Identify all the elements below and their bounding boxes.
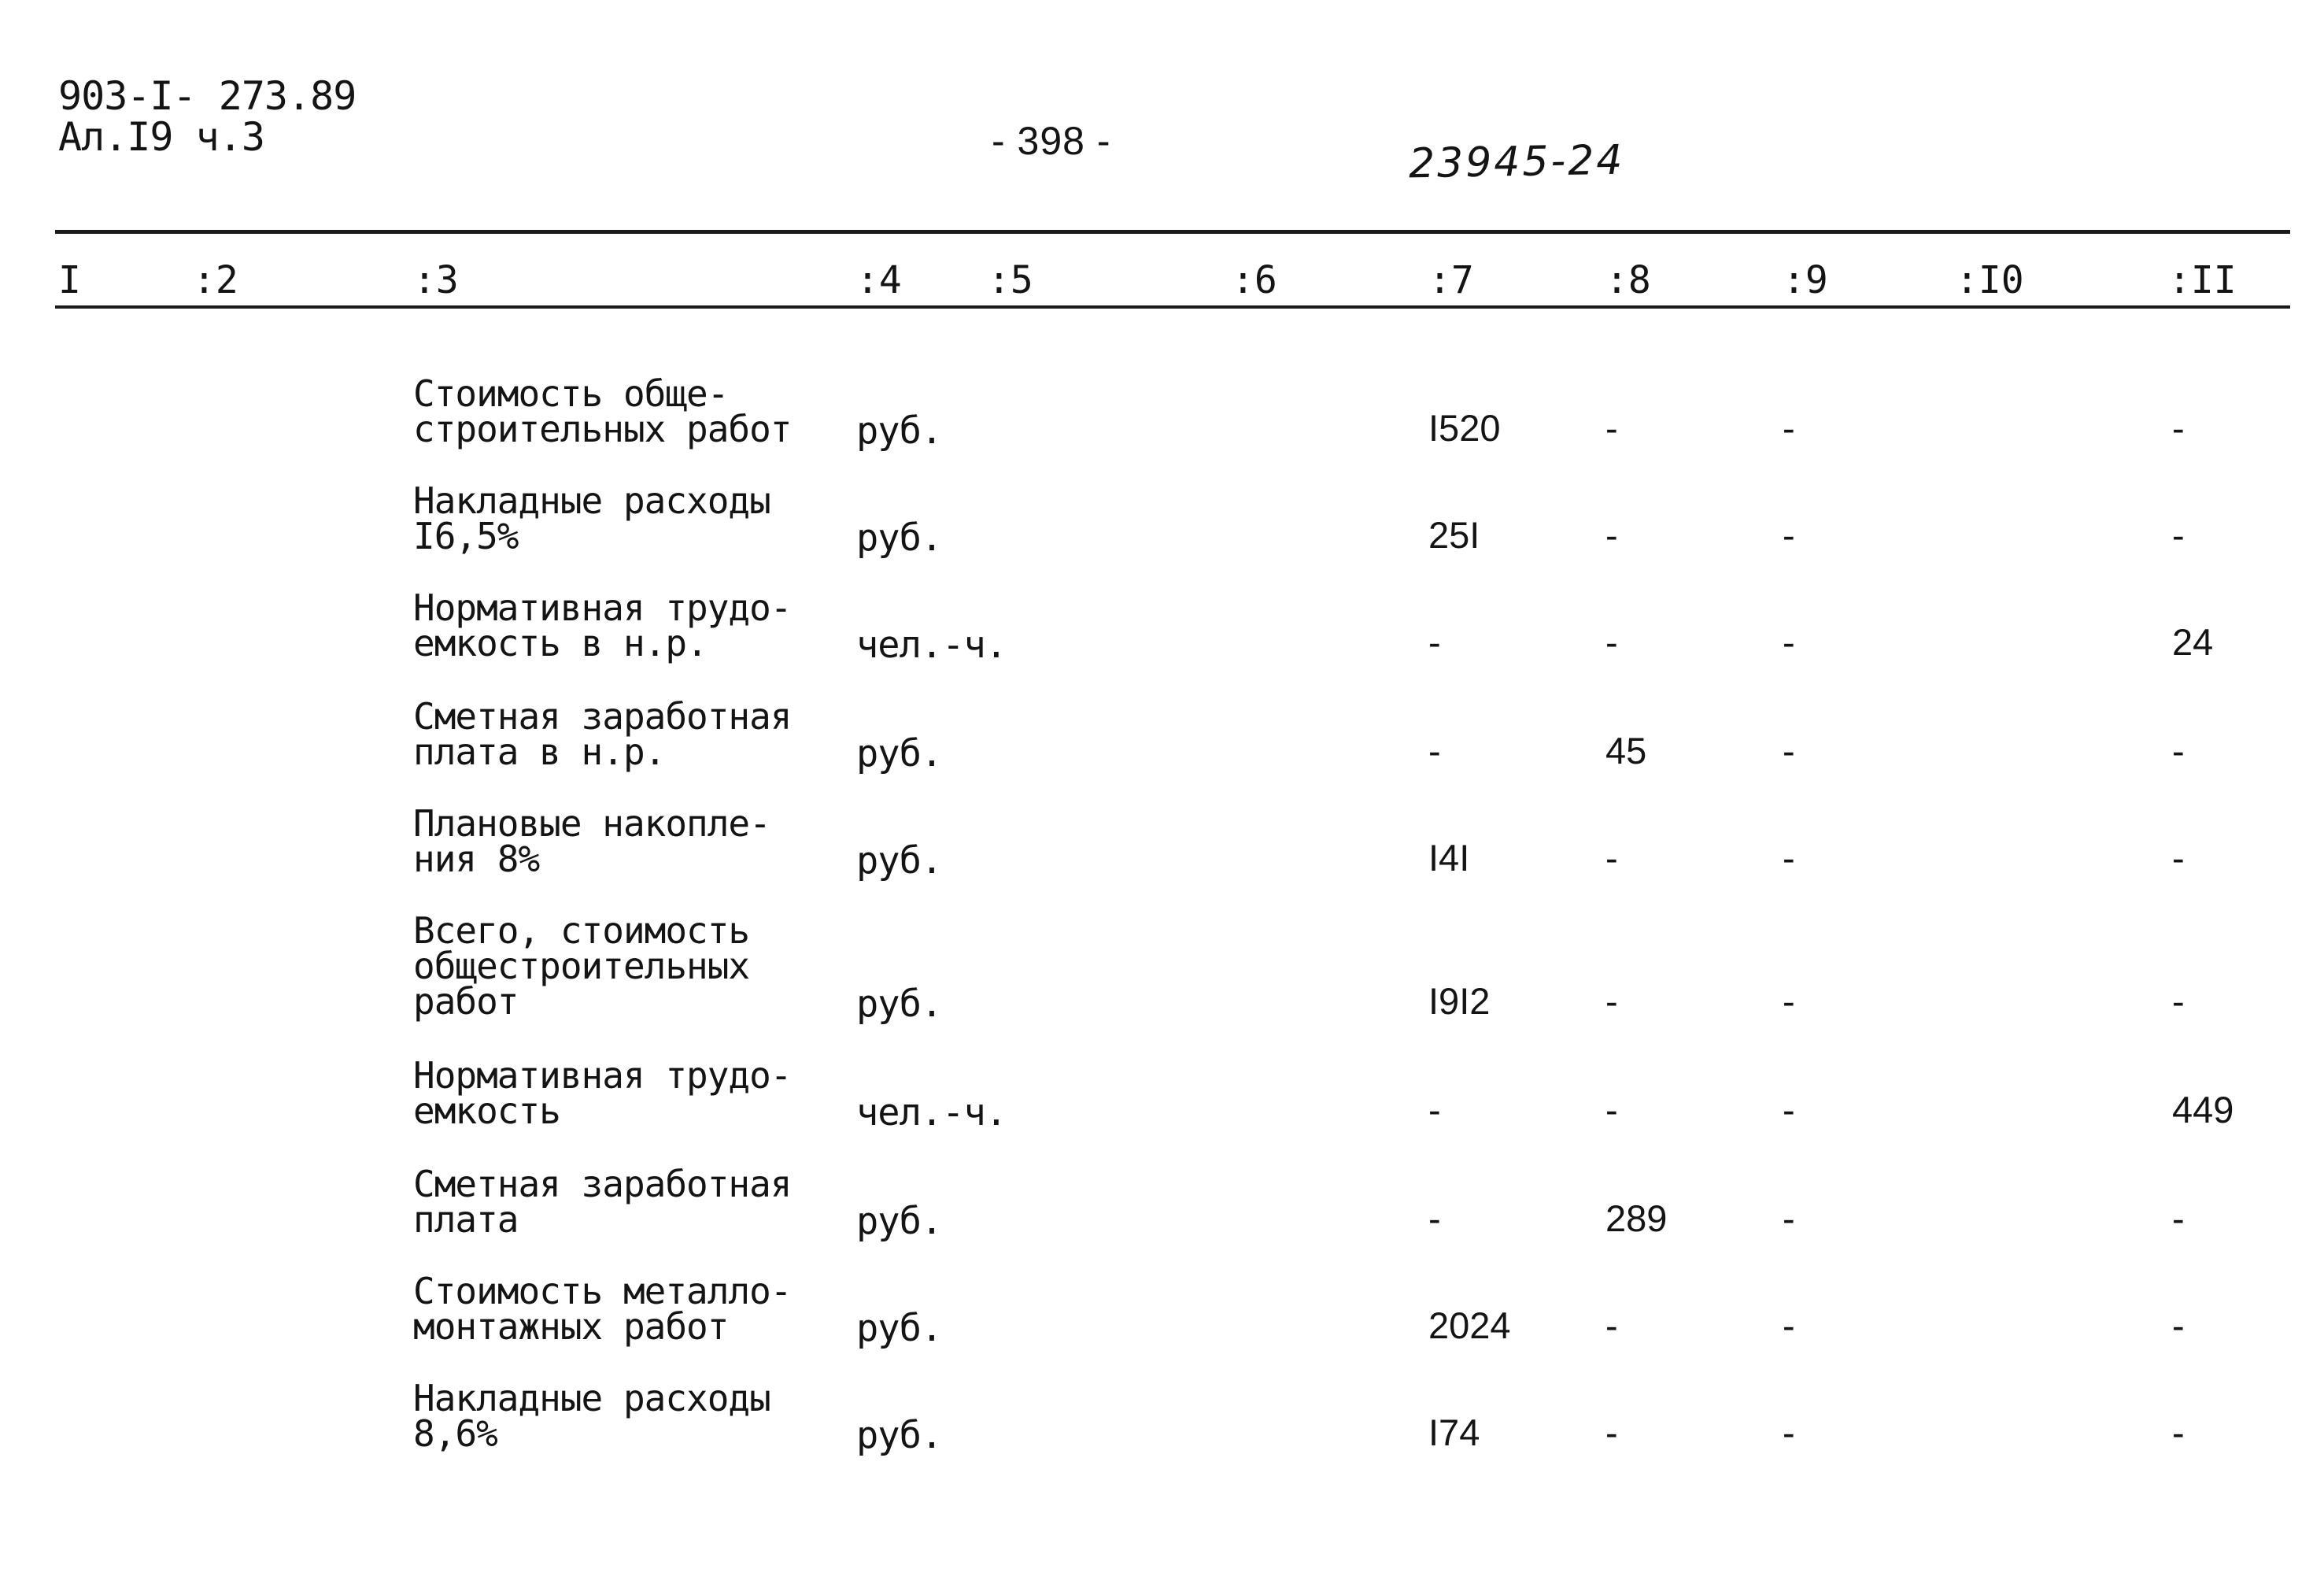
row-col8: - [1605,1089,1618,1130]
row-col9: - [1783,1304,1795,1346]
row-col9: - [1783,407,1795,449]
column-header-2: :2 [193,258,238,302]
row-description: Накладные расходы I6,5% [413,479,770,557]
document-code-line-1: 903-I- 273.89 [58,73,357,119]
table-row [0,1270,2324,1368]
row-col7: - [1428,1197,1441,1239]
column-header-5: :5 [988,258,1033,302]
row-unit: руб. [856,1200,943,1243]
table-header-top-rule [55,230,2290,234]
table-row [0,586,2324,685]
table-row [0,1377,2324,1475]
row-col8: - [1605,621,1618,663]
row-col9: - [1783,514,1795,556]
table-row [0,909,2324,1039]
row-col8: - [1605,1304,1618,1346]
table-row [0,372,2324,471]
column-header-10: :I0 [1956,258,2024,302]
row-col7: 25I [1428,514,1480,556]
row-col9: - [1783,980,1795,1022]
row-col7: - [1428,1089,1441,1130]
row-col11: - [2172,407,2185,449]
row-col8: - [1605,407,1618,449]
row-col9: - [1783,1197,1795,1239]
column-header-4: :4 [856,258,902,302]
row-unit: руб. [856,516,943,560]
row-col11: - [2172,514,2185,556]
row-col11: - [2172,1197,2185,1239]
row-description: Плановые накопле- ния 8% [413,802,770,880]
row-col7: 2024 [1428,1304,1511,1346]
row-col11: - [2172,980,2185,1022]
row-col9: - [1783,730,1795,771]
row-unit: руб. [856,982,943,1026]
row-unit: чел.-ч. [856,623,1007,667]
row-description: Стоимость обще- строительных работ [413,372,792,450]
column-header-3: :3 [413,258,459,302]
row-col7: I4I [1428,837,1470,879]
row-description: Стоимость металло- монтажных работ [413,1270,792,1348]
document-code-line-2: Ал.I9 ч.3 [58,114,264,160]
table-header-bottom-rule [55,305,2290,309]
row-description: Накладные расходы 8,6% [413,1377,770,1455]
row-col7: I9I2 [1428,980,1491,1022]
row-unit: руб. [856,839,943,883]
row-col9: - [1783,1412,1795,1453]
row-col8: - [1605,514,1618,556]
table-row [0,1054,2324,1153]
row-col9: - [1783,1089,1795,1130]
row-col11: 24 [2172,621,2214,663]
row-col7: I74 [1428,1412,1480,1453]
column-header-9: :9 [1783,258,1828,302]
row-col7: - [1428,621,1441,663]
row-unit: чел.-ч. [856,1091,1007,1134]
row-description: Нормативная трудо- емкость в н.р. [413,586,792,664]
table-row [0,802,2324,901]
row-col8: - [1605,1412,1618,1453]
handwritten-inventory-number: 23945-24 [1408,136,1625,188]
page-number: - 398 - [992,119,1111,163]
document-code [58,73,357,160]
row-col11: - [2172,1304,2185,1346]
row-unit: руб. [856,1307,943,1350]
table-row [0,479,2324,578]
row-col8: 289 [1605,1197,1668,1239]
table-row [0,1163,2324,1261]
row-unit: руб. [856,732,943,775]
table-row [0,695,2324,794]
row-col11: - [2172,730,2185,771]
row-description: Всего, стоимость общестроительных работ [413,909,750,1023]
row-col11: - [2172,837,2185,879]
column-header-7: :7 [1428,258,1474,302]
row-col8: - [1605,837,1618,879]
row-col8: 45 [1605,730,1647,771]
row-unit: руб. [856,1414,943,1457]
row-description: Нормативная трудо- емкость [413,1054,792,1132]
row-col8: - [1605,980,1618,1022]
row-unit: руб. [856,409,943,453]
row-col7: I520 [1428,407,1501,449]
column-header-8: :8 [1605,258,1651,302]
column-header-11: :II [2168,258,2237,302]
column-header-6: :6 [1232,258,1277,302]
row-description: Сметная заработная плата в н.р. [413,695,792,773]
row-col9: - [1783,621,1795,663]
row-col7: - [1428,730,1441,771]
row-col11: - [2172,1412,2185,1453]
row-col9: - [1783,837,1795,879]
row-col11: 449 [2172,1089,2234,1130]
row-description: Сметная заработная плата [413,1163,792,1241]
column-header-1: I [58,258,81,302]
